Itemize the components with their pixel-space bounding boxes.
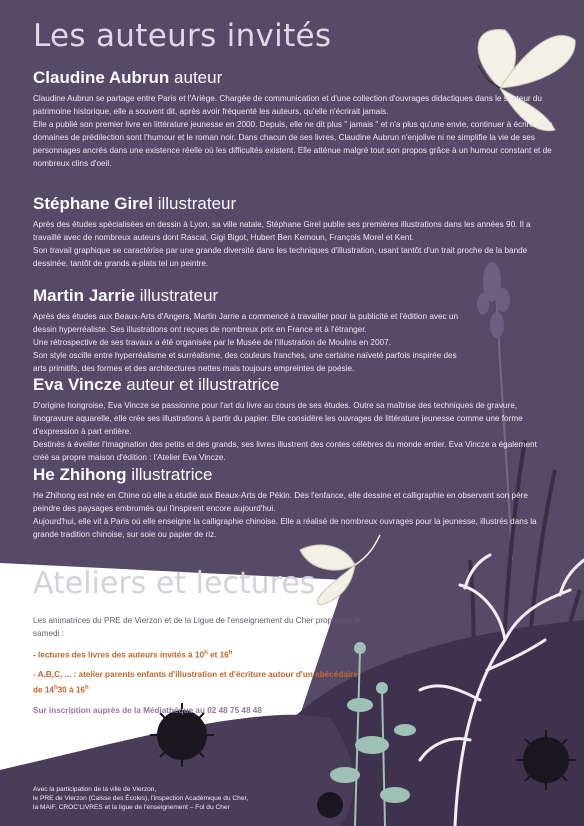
ateliers-item-atelier: - A,B,C, ... : atelier parents enfants d'illustration et d'écriture autour d'un abécédaire de 14$^h$30 à 16$^h$ [33,670,358,695]
author-name: He Zhihong [33,465,127,484]
ateliers-section [33,566,363,715]
author-role: illustrateur [139,286,219,305]
ateliers-title: Ateliers et lectures [33,566,316,601]
author-name: Stéphane Girel [33,194,153,213]
credits [33,785,248,812]
author-block-martin-jarrie [33,286,463,375]
author-heading [33,465,538,485]
author-role: illustrateur [157,194,237,213]
author-block-stephane-girel [33,194,553,270]
author-block-claudine-aubrun [33,68,553,170]
author-bio: Après des études spécialisées en dessin à Lyon, sa ville natale, Stéphane Girel publie ses premières illustrations dans les années 90. Il a travaillé avec de nombreux auteurs dont Rascal, Gigi Bigot, Hubert Ben Kemoun, François Morel et Kent. Son travail graphique se caractérise par une grande diversité dans les techniques d'illustration, usant tantôt d'un trait proche de la bande dessinée, tantôt de grands a-plats tel un peintre. [33,220,531,268]
ateliers-item-lectures: - lectures des livres des auteurs invités à 10$^h$ et 16$^h$ [33,650,233,660]
author-role: illustratrice [131,465,213,484]
author-name: Claudine Aubrun [33,68,170,87]
author-block-eva-vincze [33,375,538,464]
author-bio: Après des études aux Beaux-Arts d'Angers, Martin Jarrie a commencé à travailler pour la publicité et l'édition avec un dessin hyperréaliste. Ses illustrations ont reçues de nombreux prix en France et à l'étranger. Une rétrospective de ses travaux a été organisée par le Musée de l'illustration de Moulins en 2007. Son style oscille entre hyperréalisme et surréalisme, des couleurs franches, une certaine naïveté parfois inspirée des arts primitifs, des formes et des architectures nettes mais toujours empreintes de poésie. [33,312,458,373]
author-name: Eva Vincze [33,375,122,394]
page-title: Les auteurs invités [33,18,332,54]
author-heading [33,68,553,88]
author-bio: Claudine Aubrun se partage entre Paris et l'Ariège. Chargée de communication et d'une collection d'ouvrages didactiques dans le secteur du patrimoine historique, elle a souvent dit, après avoir fréquenté les auteurs, qu'elle n'écrirait jamais. Elle a publié son premier livre en littérature jeunesse en 2000. Depuis, elle ne dit plus " jamais " et n'a plus qu'une envie, continuer à écrire. Ses domaines de prédilection sont l'humour et le roman noir. Dans chacun de ses livres, Claudine Aubrun n'enjolive ni ne simplifie la vie de ses personnages ancrés dans une existence réelle où les difficultés existent. Elle atténue malgré tout son propos grâce à un humour constant et de nombreux clins d'oeil. [33,94,553,168]
author-heading [33,375,538,395]
credits-line: Avec la participation de la ville de Vierzon, [33,786,157,793]
credits-line: le PRE de Vierzon (Caisse des Écoles), l'inspection Académique du Cher, [33,795,249,802]
author-heading [33,194,553,214]
author-role: auteur [174,68,223,87]
ateliers-registration-info: Sur inscription auprès de la Médiathèque au 02 48 75 48 48 [33,705,262,715]
author-name: Martin Jarrie [33,286,136,305]
author-bio: D'origine hongroise, Eva Vincze se passionne pour l'art du livre au cours de ses études. Outre sa maîtrise des techniques de gravure, linogravure aquarelle, elle crée ses illustrations à partir du papier. Elle considère les ouvrages de littérature jeunesse comme une forme d'expression à part entière. Destinés à éveiller l'imagination des petits et des grands, ses livres illustrent des contes célèbres du monde entier. Eva Vincze a également créé sa propre maison d'édition : l'Atelier Eva Vincze. [33,401,537,462]
ateliers-intro: Les animatrices du PRE de Vierzon et de la Ligue de l'enseignement du Cher proposent le samedi : [33,616,361,638]
author-bio: He Zhihong est née en Chine où elle a étudié aux Beaux-Arts de Pékin. Dès l'enfance, elle dessine et calligraphie en observant son père peindre des paysages embrumés qui l'inspirent encore aujourd'hui. Aujourd'hui, elle vit à Paris où elle enseigne la calligraphie chinoise. Elle a réalisé de nombreux ouvrages pour la jeunesse, illustrés dans la grande tradition chinoise, sur soie ou papier de riz. [33,491,537,539]
author-block-he-zhihong [33,465,538,541]
credits-line: la MAIF, CROC'LIVRES et la ligue de l'enseignement – Fol du Cher [33,804,230,811]
author-heading [33,286,463,306]
author-role: auteur et illustratrice [126,375,280,394]
